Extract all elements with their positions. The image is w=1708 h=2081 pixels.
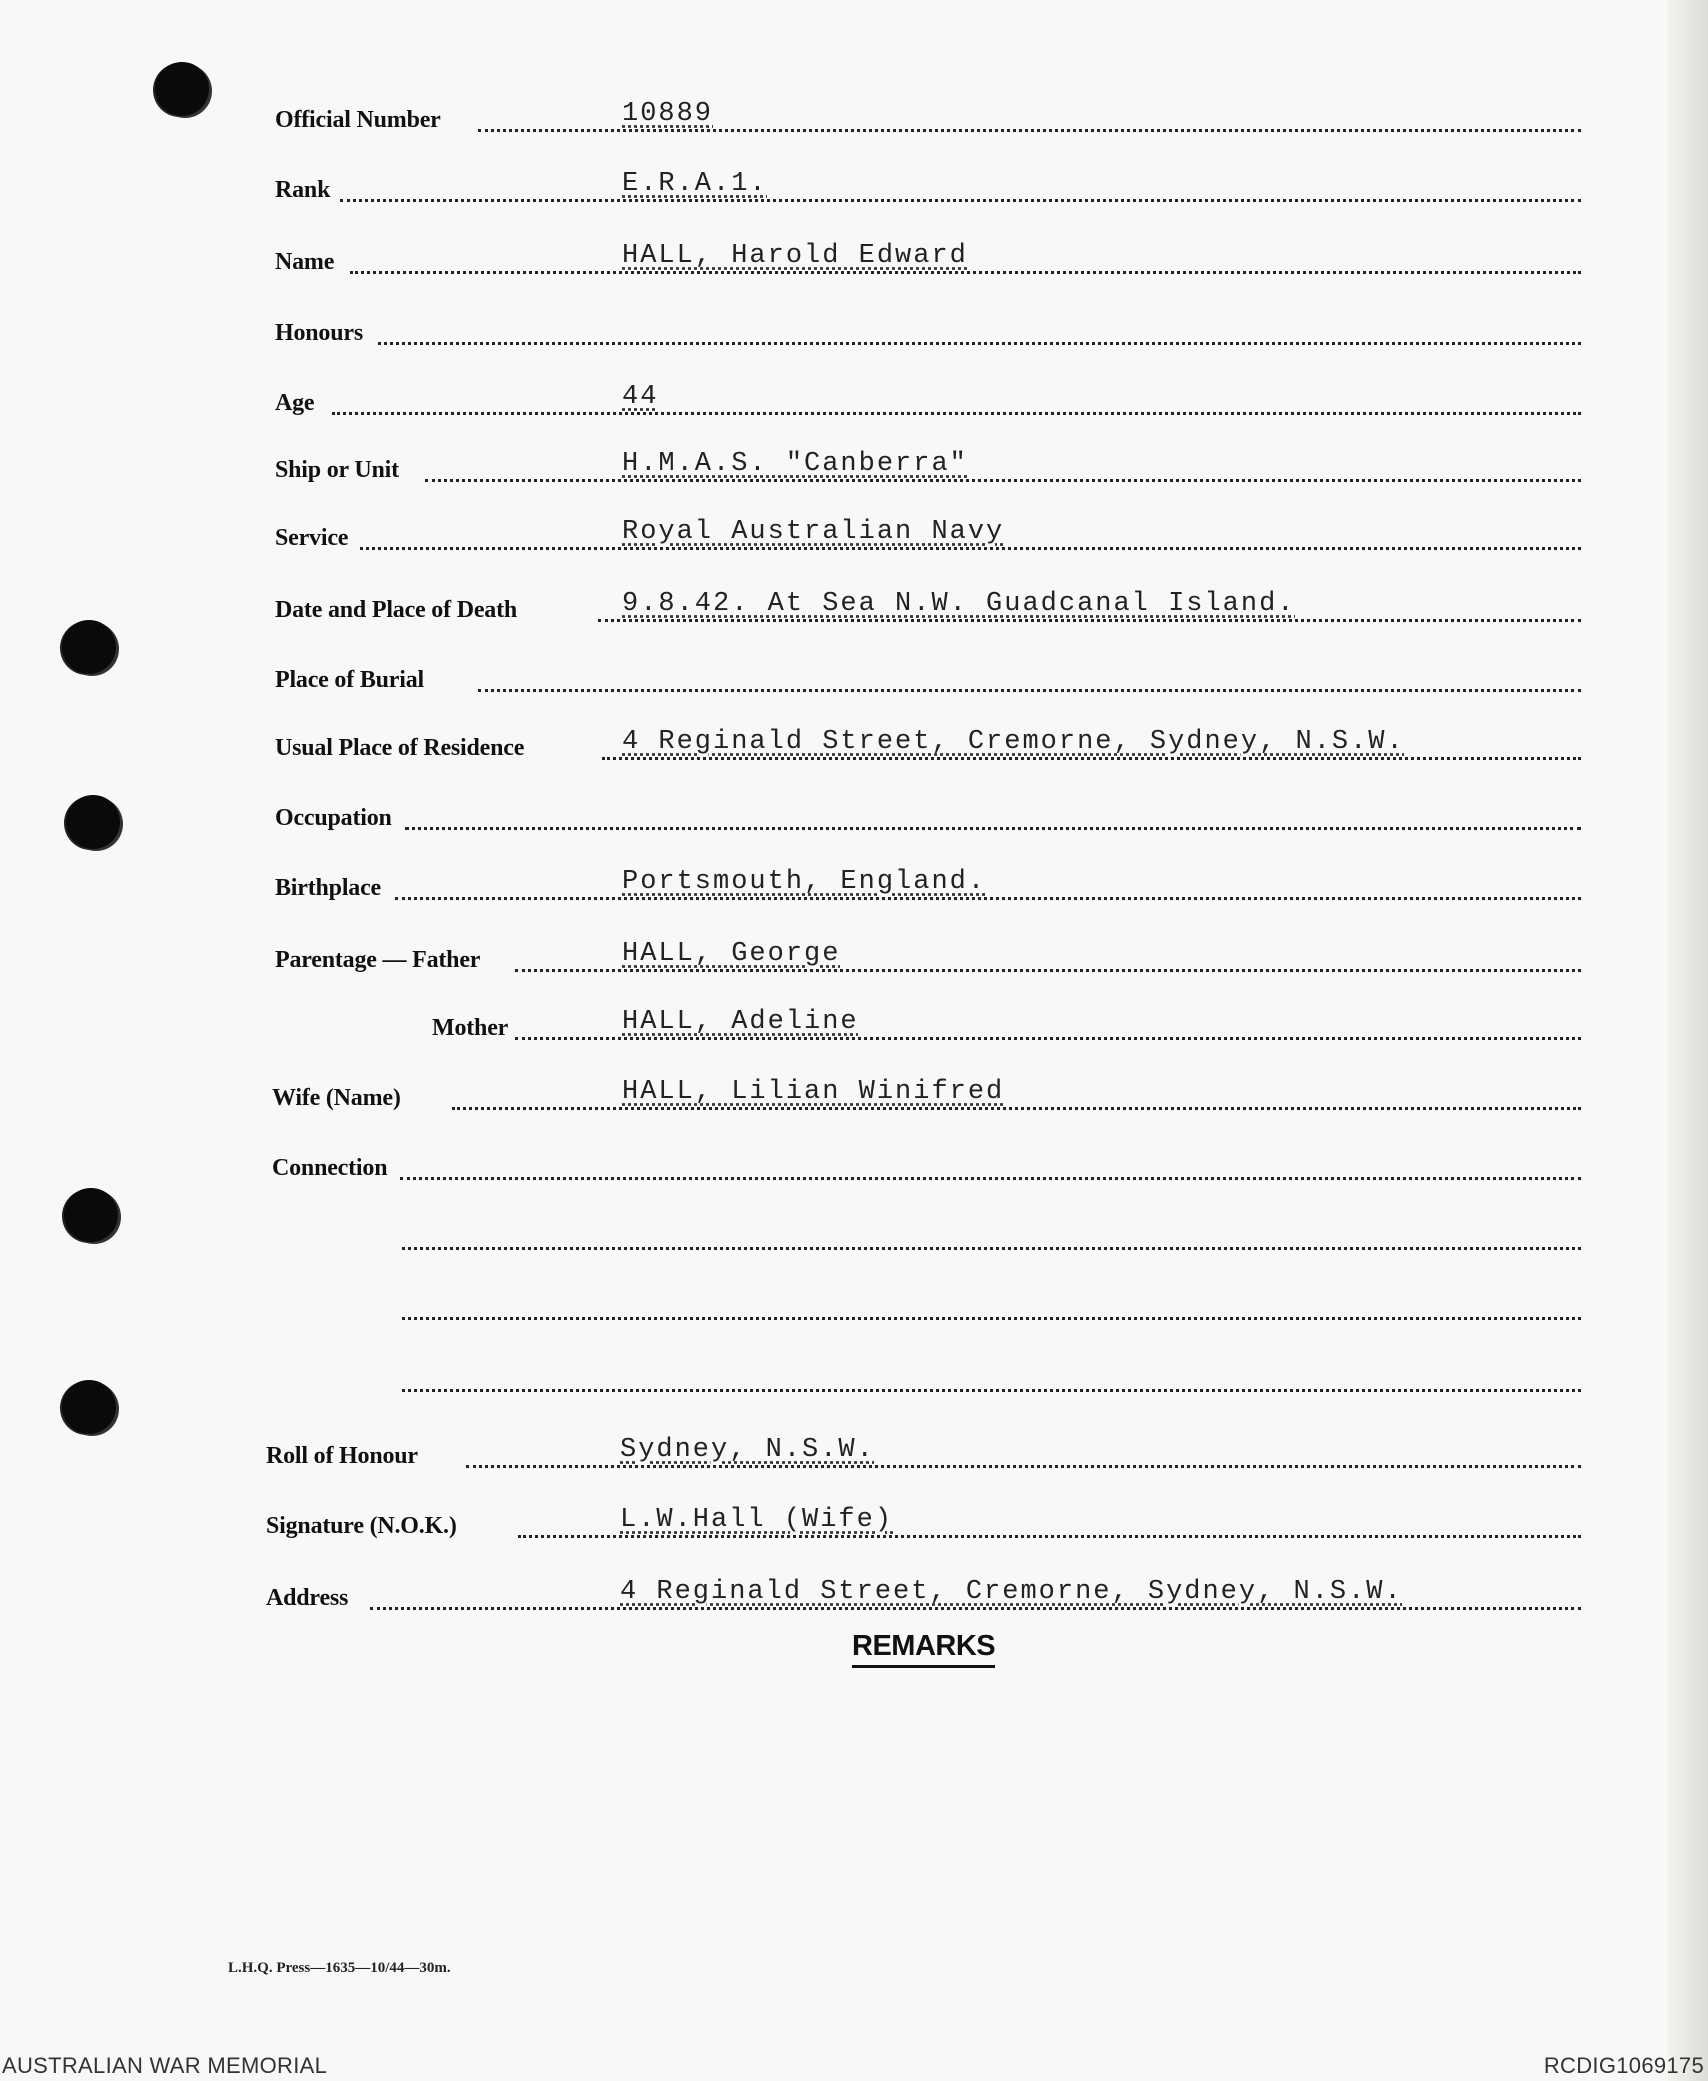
value-residence: 4 Reginald Street, Cremorne, Sydney, N.S.W. — [622, 727, 1405, 757]
value-date-place-death: 9.8.42. At Sea N.W. Guadcanal Island. — [622, 589, 1296, 619]
label-residence: Usual Place of Residence — [275, 735, 525, 761]
row-date-place-death — [0, 580, 1708, 636]
remarks-heading: REMARKS — [852, 1630, 995, 1668]
row-place-burial — [0, 650, 1708, 706]
dotted-line — [332, 412, 1581, 415]
row-residence — [0, 718, 1708, 774]
dotted-line — [360, 547, 1581, 550]
row-birthplace — [0, 858, 1708, 914]
row-official-number — [0, 90, 1708, 146]
label-name: Name — [275, 249, 335, 275]
value-wife: HALL, Lilian Winifred — [622, 1077, 1005, 1107]
row-blank-3 — [0, 1350, 1708, 1406]
row-roll-of-honour — [0, 1426, 1708, 1482]
value-roll-of-honour: Sydney, N.S.W. — [620, 1435, 875, 1465]
label-wife: Wife (Name) — [272, 1085, 401, 1111]
label-place-burial: Place of Burial — [275, 667, 424, 693]
row-signature — [0, 1496, 1708, 1552]
row-age — [0, 373, 1708, 429]
dotted-line — [405, 827, 1581, 830]
dotted-line — [402, 1247, 1581, 1250]
row-blank-2 — [0, 1278, 1708, 1334]
dotted-line — [478, 129, 1581, 132]
value-age: 44 — [622, 382, 659, 412]
value-signature: L.W.Hall (Wife) — [620, 1505, 894, 1535]
dotted-line — [370, 1607, 1581, 1610]
dotted-line — [350, 271, 1581, 274]
dotted-line — [515, 969, 1581, 972]
value-birthplace: Portsmouth, England. — [622, 867, 987, 897]
label-service: Service — [275, 525, 349, 551]
label-signature: Signature (N.O.K.) — [266, 1513, 457, 1539]
row-father — [0, 930, 1708, 986]
dotted-line — [400, 1177, 1581, 1180]
row-blank-1 — [0, 1208, 1708, 1264]
row-mother — [0, 998, 1708, 1054]
label-honours: Honours — [275, 320, 363, 346]
dotted-line — [466, 1465, 1581, 1468]
row-honours — [0, 303, 1708, 359]
dotted-line — [378, 342, 1581, 345]
label-birthplace: Birthplace — [275, 875, 381, 901]
label-rank: Rank — [275, 177, 331, 203]
press-mark: L.H.Q. Press—1635—10/44—30m. — [228, 1960, 451, 1976]
row-name — [0, 232, 1708, 288]
value-service: Royal Australian Navy — [622, 517, 1005, 547]
label-official-number: Official Number — [275, 107, 441, 133]
label-connection: Connection — [272, 1155, 388, 1181]
value-mother: HALL, Adeline — [622, 1007, 859, 1037]
dotted-line — [402, 1317, 1581, 1320]
value-name: HALL, Harold Edward — [622, 241, 968, 271]
footer-source: AUSTRALIAN WAR MEMORIAL — [2, 2053, 328, 2078]
label-father: Parentage — Father — [275, 947, 481, 973]
label-age: Age — [275, 390, 315, 416]
label-date-place-death: Date and Place of Death — [275, 597, 518, 623]
row-occupation — [0, 788, 1708, 844]
label-occupation: Occupation — [275, 805, 392, 831]
value-rank: E.R.A.1. — [622, 169, 768, 199]
value-address: 4 Reginald Street, Cremorne, Sydney, N.S.W. — [620, 1577, 1403, 1607]
footer-id: RCDIG1069175 — [1543, 2053, 1704, 2078]
value-father: HALL, George — [622, 939, 841, 969]
dotted-line — [598, 619, 1581, 622]
dotted-line — [395, 897, 1581, 900]
dotted-line — [515, 1037, 1581, 1040]
label-address: Address — [266, 1585, 349, 1611]
row-connection — [0, 1138, 1708, 1194]
dotted-line — [340, 199, 1581, 202]
dotted-line — [452, 1107, 1581, 1110]
row-wife — [0, 1068, 1708, 1124]
label-roll-of-honour: Roll of Honour — [266, 1443, 418, 1469]
value-official-number: 10889 — [622, 99, 714, 129]
row-service — [0, 508, 1708, 564]
label-ship-or-unit: Ship or Unit — [275, 457, 399, 483]
value-ship-or-unit: H.M.A.S. "Canberra" — [622, 449, 968, 479]
dotted-line — [602, 757, 1581, 760]
row-rank — [0, 160, 1708, 216]
dotted-line — [518, 1535, 1581, 1538]
dotted-line — [402, 1389, 1581, 1392]
dotted-line — [425, 479, 1581, 482]
label-mother: Mother — [432, 1015, 509, 1041]
dotted-line — [478, 689, 1581, 692]
row-ship-or-unit — [0, 440, 1708, 496]
row-address — [0, 1568, 1708, 1624]
